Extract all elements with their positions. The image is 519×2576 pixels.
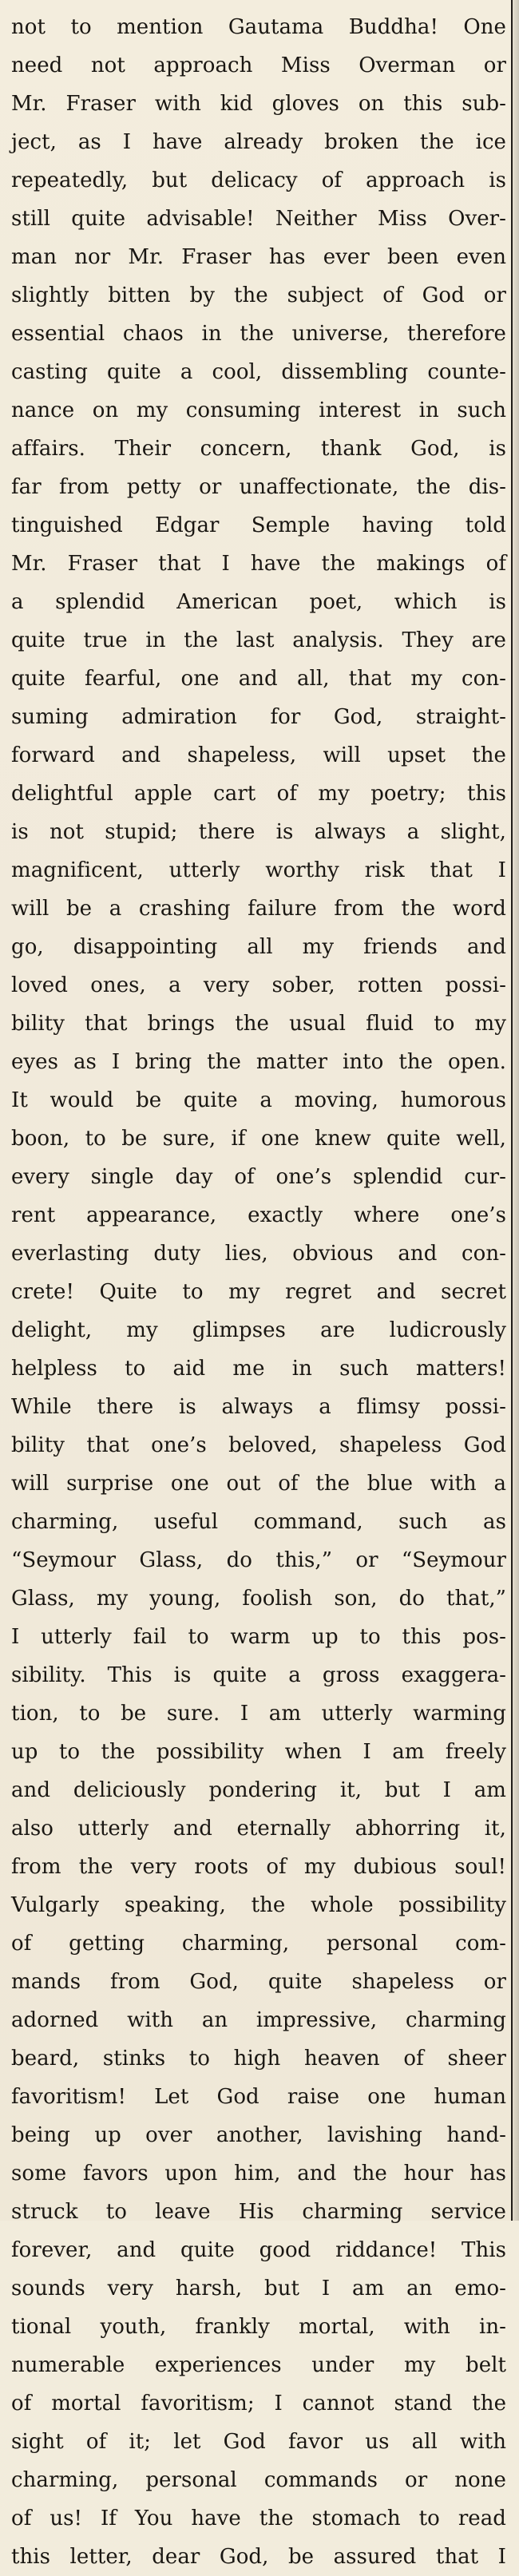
text-line: affairs. Their concern, thank God, is (11, 437, 506, 461)
text-line: It would be quite a moving, humorous (11, 1088, 506, 1112)
text-line: While there is always a flimsy possi- (11, 1395, 506, 1419)
text-line: and deliciously pondering it, but I am (11, 1778, 506, 1802)
text-line: charming, personal commands or none (11, 2468, 506, 2492)
text-line: helpless to aid me in such matters! (11, 1357, 506, 1381)
text-line: up to the possibility when I am freely (11, 1740, 506, 1764)
text-line: beard, stinks to high heaven of sheer (11, 2047, 506, 2071)
text-line: every single day of one’s splendid cur- (11, 1165, 506, 1189)
text-line: casting quite a cool, dissembling counte- (11, 360, 506, 384)
text-line: forever, and quite good riddance! This (11, 2238, 506, 2262)
text-line: tional youth, frankly mortal, with in- (11, 2315, 506, 2339)
text-line: delightful apple cart of my poetry; this (11, 782, 506, 806)
text-line: some favors upon him, and the hour has (11, 2162, 506, 2186)
text-line: delight, my glimpses are ludicrously (11, 1318, 506, 1342)
text-line: charming, useful command, such as (11, 1510, 506, 1534)
text-line: tinguished Edgar Semple having told (11, 513, 506, 537)
text-line: not to mention Gautama Buddha! One (11, 15, 506, 39)
text-line: numerable experiences under my belt (11, 2353, 506, 2377)
text-line: struck to leave His charming service (11, 2200, 506, 2224)
text-line: Mr. Fraser with kid gloves on this sub- (11, 92, 506, 116)
text-line: forward and shapeless, will upset the (11, 743, 506, 767)
text-line: a splendid American poet, which is (11, 590, 506, 614)
text-line: mands from God, quite shapeless or (11, 1970, 506, 1994)
text-line: nance on my consuming interest in such (11, 398, 506, 422)
text-line: essential chaos in the universe, therefore (11, 322, 506, 346)
text-line: of getting charming, personal com- (11, 1932, 506, 1956)
text-line: crete! Quite to my regret and secret (11, 1280, 506, 1304)
text-line: quite fearful, one and all, that my con- (11, 667, 506, 691)
text-line: this letter, dear God, be assured that I (11, 2545, 506, 2569)
text-line: bility that one’s beloved, shapeless God (11, 1433, 506, 1457)
text-line: will surprise one out of the blue with a (11, 1472, 506, 1496)
text-line: sounds very harsh, but I am an emo- (11, 2277, 506, 2301)
text-line: Mr. Fraser that I have the makings of (11, 552, 506, 576)
text-column (11, 8, 506, 2576)
text-line: far from petty or unaffectionate, the dis- (11, 475, 506, 499)
text-line: will be a crashing failure from the word (11, 897, 506, 921)
text-line: loved ones, a very sober, rotten possi- (11, 973, 506, 997)
text-line: sibility. This is quite a gross exaggera- (11, 1663, 506, 1687)
text-line: boon, to be sure, if one knew quite well, (11, 1127, 506, 1151)
text-line: everlasting duty lies, obvious and con- (11, 1242, 506, 1266)
text-line: being up over another, lavishing hand- (11, 2123, 506, 2147)
text-line: go, disappointing all my friends and (11, 935, 506, 959)
text-line: magnificent, utterly worthy risk that I (11, 858, 506, 882)
text-line: also utterly and eternally abhorring it, (11, 1817, 506, 1841)
text-line: Vulgarly speaking, the whole possibility (11, 1893, 506, 1917)
text-line: suming admiration for God, straight- (11, 705, 506, 729)
right-page-shadow (513, 0, 519, 2221)
text-line: of us! If You have the stomach to read (11, 2507, 506, 2530)
text-line: bility that brings the usual fluid to my (11, 1012, 506, 1036)
text-line: sight of it; let God favor us all with (11, 2430, 506, 2454)
text-line: still quite advisable! Neither Miss Over- (11, 207, 506, 231)
text-line: from the very roots of my dubious soul! (11, 1855, 506, 1879)
text-line: Glass, my young, foolish son, do that,” (11, 1587, 506, 1611)
text-line: is not stupid; there is always a slight, (11, 820, 506, 844)
text-line: man nor Mr. Fraser has ever been even (11, 245, 506, 269)
text-line: of mortal favoritism; I cannot stand the (11, 2392, 506, 2415)
text-line: tion, to be sure. I am utterly warming (11, 1702, 506, 1726)
text-line: quite true in the last analysis. They are (11, 628, 506, 652)
text-line: ject, as I have already broken the ice (11, 130, 506, 154)
text-line: eyes as I bring the matter into the open. (11, 1050, 506, 1074)
text-line: adorned with an impressive, charming (11, 2008, 506, 2032)
text-line: need not approach Miss Overman or (11, 54, 506, 77)
text-line: “Seymour Glass, do this,” or “Seymour (11, 1548, 506, 1572)
right-vertical-rule (511, 0, 513, 2221)
text-line: repeatedly, but delicacy of approach is (11, 168, 506, 192)
text-line: rent appearance, exactly where one’s (11, 1203, 506, 1227)
text-line: slightly bitten by the subject of God or (11, 283, 506, 307)
text-line: I utterly fail to warm up to this pos- (11, 1625, 506, 1649)
text-line: favoritism! Let God raise one human (11, 2085, 506, 2109)
